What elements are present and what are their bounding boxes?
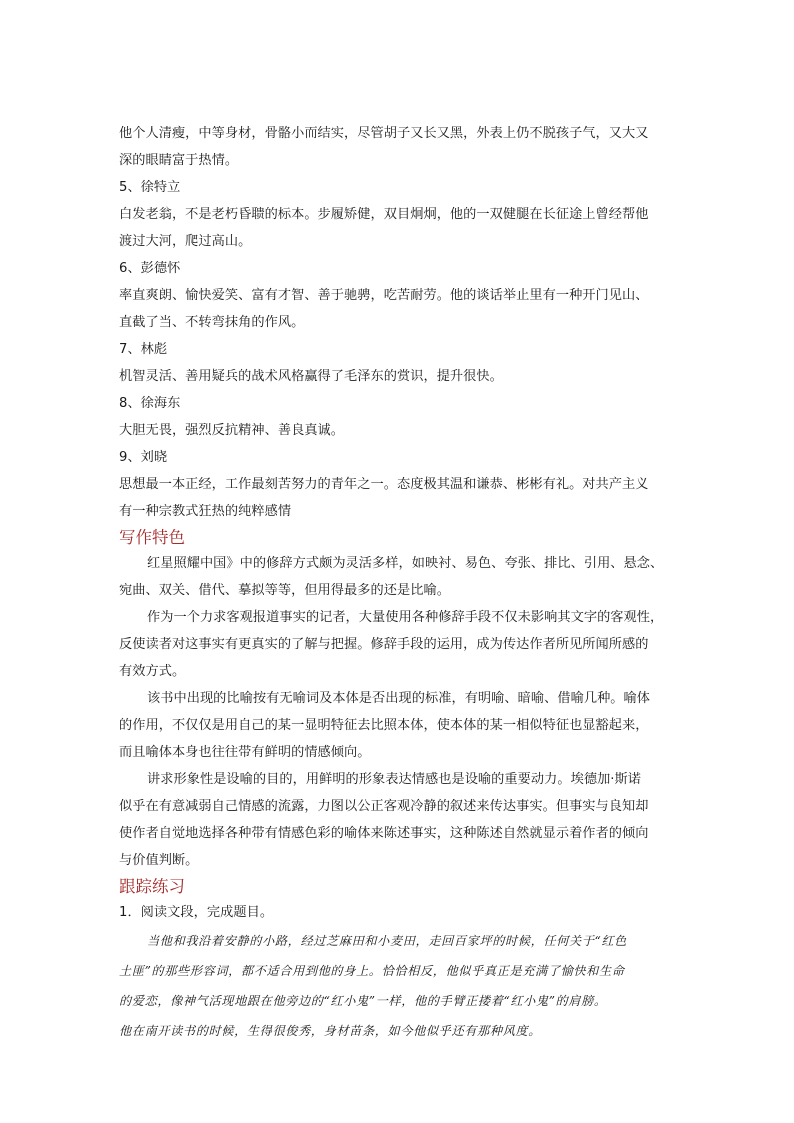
excerpt-line: 当他和我沿着安静的小路，经过芝麻田和小麦田，走回百家坪的时候，任何关于“红色 (147, 934, 627, 948)
section-heading-practice: 跟踪练习 (119, 877, 185, 896)
person-title: 9、刘晓 (119, 450, 168, 465)
person-desc-line: 白发老翁，不是老朽昏聩的标本。步履矫健，双目炯炯，他的一双健腿在长征途上曾经帮他 (119, 207, 649, 222)
paragraph-line: 讲求形象性是设喻的目的，用鲜明的形象表达情感也是设喻的重要动力。埃德加·斯诺 (147, 772, 642, 787)
paragraph-line: 有效方式。 (119, 664, 186, 679)
paragraph-line: 红星照耀中国》中的修辞方式颇为灵活多样，如映衬、易色、夸张、排比、引用、悬念、 (147, 556, 664, 571)
excerpt-line: 的爱恋，像神气活现地跟在他旁边的“红小鬼”一样，他的手臂正搂着“红小鬼”的肩膀。 (119, 994, 607, 1008)
person-desc-line: 率直爽朗、愉快爱笑、富有才智、善于驰骋，吃苦耐劳。他的谈话举止里有一种开门见山、 (119, 288, 649, 303)
excerpt-line: 他在南开读书的时候，生得很俊秀，身材苗条，如今他似乎还有那种风度。 (119, 1024, 541, 1038)
person-title: 5、徐特立 (119, 180, 181, 195)
person-title: 6、彭德怀 (119, 261, 181, 276)
paragraph-line: 与价值判断。 (119, 853, 199, 868)
person-desc-line: 思想最一本正经，工作最刻苦努力的青年之一。态度极其温和谦恭、彬彬有礼。对共产主义 (119, 477, 649, 492)
person-desc-line: 机智灵活、善用疑兵的战术风格赢得了毛泽东的赏识，提升很快。 (119, 369, 503, 384)
excerpt-line: 土匪”的那些形容词，都不适合用到他的身上。恰恰相反，他似乎真正是充满了愉快和生命 (119, 964, 625, 978)
question-prompt: 1．阅读文段，完成题目。 (119, 905, 274, 920)
paragraph-line: 该书中出现的比喻按有无喻词及本体是否出现的标准，有明喻、暗喻、借喻几种。喻体 (147, 691, 651, 706)
paragraph-line: 作为一个力求客观报道事实的记者，大量使用各种修辞手段不仅未影响其文字的客观性， (147, 610, 664, 625)
intro-line-2: 深的眼睛富于热情。 (119, 153, 239, 168)
section-heading-writing: 写作特色 (119, 528, 185, 547)
intro-line-1: 他个人清瘦，中等身材，骨骼小而结实，尽管胡子又长又黑，外表上仍不脱孩子气，又大又 (119, 126, 649, 141)
person-title: 8、徐海东 (119, 396, 181, 411)
paragraph-line: 宛曲、双关、借代、摹拟等等，但用得最多的还是比喻。 (119, 583, 450, 598)
paragraph-line: 而且喻体本身也往往带有鲜明的情感倾向。 (119, 745, 371, 760)
person-desc-line: 大胆无畏，强烈反抗精神、善良真诚。 (119, 423, 345, 438)
person-title: 7、林彪 (119, 342, 168, 357)
person-desc-line: 渡过大河，爬过高山。 (119, 234, 252, 249)
document-page (119, 120, 679, 1046)
person-desc-line: 直截了当、不转弯抹角的作风。 (119, 315, 305, 330)
paragraph-line: 反使读者对这事实有更真实的了解与把握。修辞手段的运用，成为传达作者所见所闻所感的 (119, 637, 649, 652)
paragraph-line: 使作者自觉地选择各种带有情感色彩的喻体来陈述事实，这种陈述自然就显示着作者的倾向 (119, 826, 649, 841)
person-desc-line: 有一种宗教式狂热的纯粹感情 (119, 504, 292, 519)
paragraph-line: 的作用，不仅仅是用自己的某一显明特征去比照本体，使本体的某一相似特征也显豁起来， (119, 718, 649, 733)
paragraph-line: 似乎在有意减弱自己情感的流露，力图以公正客观冷静的叙述来传达事实。但事实与良知却 (119, 799, 649, 814)
